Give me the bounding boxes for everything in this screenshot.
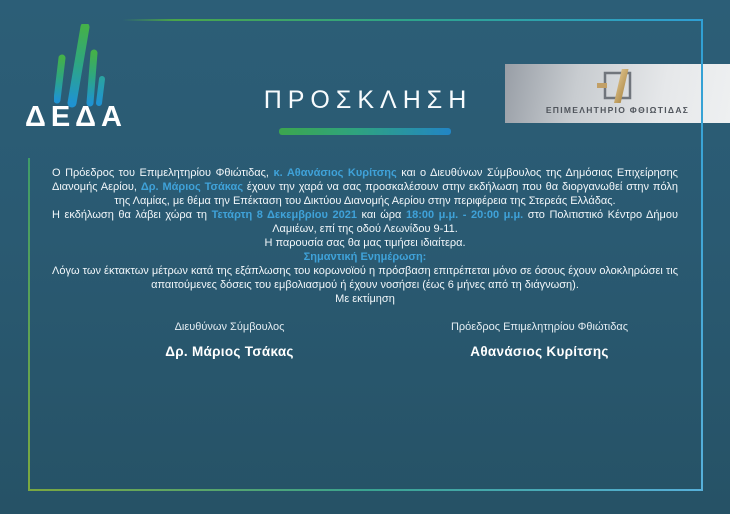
intro-text-run-3: έχουν την χαρά να σας προσκαλέσουν στην εκδήλωση που θα διοργανωθεί στην πόλη της Λαμίας, με θέμα την Επέκταση του Δικτύου Διανομής Αερίου στην περιφέρεια της Στερεάς Ελλάδας. xyxy=(114,181,678,207)
event-text-run-3: στο Πολιτιστικό Κέντρο Δήμου Λαμιέων, επί της οδού Λεωνίδου 9-11. xyxy=(272,209,678,235)
signatures-row xyxy=(52,320,678,359)
deda-wordmark: ΔΕΔΑ xyxy=(25,101,127,133)
event-time-highlight: 18:00 μ.μ. - 20:00 μ.μ. xyxy=(405,209,524,221)
frame-line-bottom xyxy=(28,489,703,491)
paragraph-intro xyxy=(52,166,678,208)
notice-text: Λόγω των έκτακτων μέτρων κατά της εξάπλωσης του κορωνοϊού η πρόσβαση επιτρέπεται μόνο σε όσους έχουν ολοκληρώσει τις απαιτούμενες δόσεις του εμβολιασμού ή έχουν νοσήσει (έως 6 μήνες από τη διάγνωση). xyxy=(52,265,678,291)
ceo-name-highlight: Δρ. Μάριος Τσάκας xyxy=(140,181,244,193)
intro-text-run-1: Ο Πρόεδρος του Επιμελητηρίου Φθιώτιδας, xyxy=(52,167,274,179)
event-date-highlight: Τετάρτη 8 Δεκεμβρίου 2021 xyxy=(211,209,357,221)
signature-ceo xyxy=(52,320,407,359)
invitation-body xyxy=(52,166,678,359)
frame-line-top xyxy=(122,19,702,21)
signature-president xyxy=(407,320,672,359)
paragraph-event-details xyxy=(52,208,678,236)
event-text-run-1: Η εκδήλωση θα λάβει χώρα τη xyxy=(52,209,212,221)
signature-ceo-role: Διευθύνων Σύμβουλος xyxy=(174,321,285,333)
signature-president-name: Αθανάσιος Κυρίτσης xyxy=(470,344,609,359)
closing-salutation: Με εκτίμηση xyxy=(335,293,395,305)
signature-ceo-name: Δρ. Μάριος Τσάκας xyxy=(165,344,294,359)
page-title: ΠΡΟΣΚΛΗΣΗ xyxy=(263,86,473,114)
chamber-label: ΕΠΙΜΕΛΗΤΗΡΙΟ ΦΘΙΩΤΙΔΑΣ xyxy=(545,105,690,115)
title-underline-bar xyxy=(279,128,451,135)
event-text-run-2: και ώρα xyxy=(356,209,406,221)
frame-line-right xyxy=(701,19,703,491)
notice-heading: Σημαντική Ενημέρωση: xyxy=(303,251,427,263)
signature-president-role: Πρόεδρος Επιμελητηρίου Φθιώτιδας xyxy=(450,321,628,333)
president-name-highlight: κ. Αθανάσιος Κυρίτσης xyxy=(273,167,397,179)
paragraph-honor-note: Η παρουσία σας θα μας τιμήσει ιδιαίτερα. xyxy=(264,237,466,249)
frame-line-left xyxy=(28,158,30,491)
chamber-logo-box xyxy=(505,64,730,123)
chamber-emblem-icon xyxy=(596,69,640,103)
intro-text-run-2: και ο Διευθύνων Σύμβουλος της Δημόσιας Επιχείρησης Διανομής Αερίου, xyxy=(52,167,678,193)
